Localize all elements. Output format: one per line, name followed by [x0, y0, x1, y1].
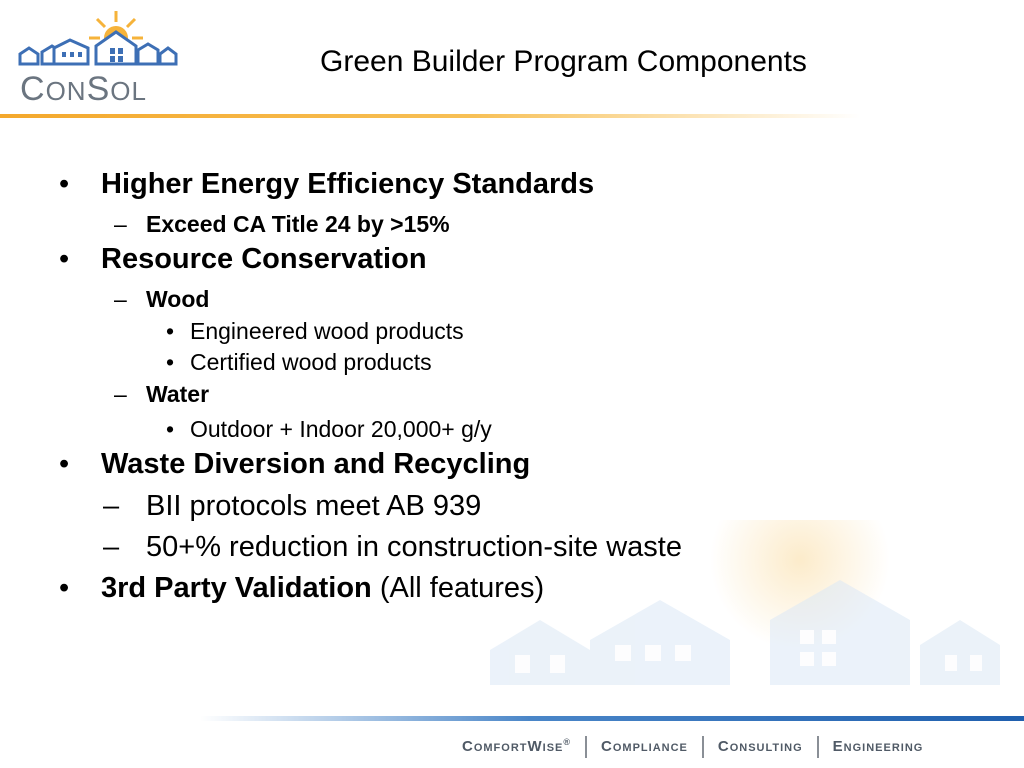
sub-bullet-text: 50+% reduction in construction-site waste [146, 531, 682, 563]
bullet-marker: • [59, 448, 70, 480]
sub-bullet-item [114, 381, 210, 408]
sub-bullet-text: Water [146, 381, 210, 407]
sub-bullet-item [114, 286, 210, 313]
sub-sub-bullet-item [166, 318, 464, 345]
bullet-suffix-text: (All features) [371, 572, 545, 604]
footer-separator [585, 736, 587, 758]
footer-item-engineering: Engineering [832, 737, 924, 755]
sub-bullet-text: Exceed CA Title 24 by >15% [146, 211, 450, 237]
footer-item-consulting: Consulting [717, 737, 803, 755]
sub-bullet-item [103, 490, 482, 523]
bullet-marker: • [166, 318, 175, 344]
sub-sub-bullet-text: Certified wood products [190, 349, 432, 375]
sub-bullet-item [103, 531, 682, 564]
footer-separator [702, 736, 704, 758]
sub-sub-bullet-item [166, 416, 492, 443]
brand-wordmark: CONSOL [20, 70, 147, 108]
footer-separator [817, 736, 819, 758]
consol-logo [18, 10, 183, 108]
trademark-mark: ® [563, 736, 572, 747]
sub-bullet-text: BII protocols meet AB 939 [146, 490, 482, 522]
sub-sub-bullet-item [166, 349, 432, 376]
dash-marker: – [114, 381, 127, 407]
dash-marker: – [103, 490, 120, 522]
slide-title: Green Builder Program Components [320, 45, 807, 78]
sub-bullet-text: Wood [146, 286, 210, 312]
bullet-item [59, 243, 427, 276]
bullet-text: Resource Conservation [101, 243, 427, 275]
footer-divider [200, 716, 1024, 721]
sub-bullet-item [114, 211, 450, 238]
dash-marker: – [114, 211, 127, 237]
bullet-marker: • [59, 168, 70, 200]
sub-sub-bullet-text: Engineered wood products [190, 318, 464, 344]
dash-marker: – [114, 286, 127, 312]
bullet-marker: • [166, 349, 175, 375]
bullet-marker: • [59, 243, 70, 275]
footer-item-comfortwise: ComfortWise® [462, 736, 572, 755]
bullet-text: Higher Energy Efficiency Standards [101, 168, 595, 200]
bullet-item [59, 168, 595, 201]
bullet-item [59, 448, 531, 481]
dash-marker: – [103, 531, 120, 563]
title-divider [0, 114, 860, 118]
bullet-marker: • [59, 572, 70, 604]
bullet-marker: • [166, 416, 175, 442]
sub-sub-bullet-text: Outdoor + Indoor 20,000+ g/y [190, 416, 492, 442]
bullet-text: 3rd Party Validation [101, 572, 372, 604]
footer-nav [462, 736, 923, 758]
footer-item-compliance: Compliance [601, 737, 688, 755]
bullet-text: Waste Diversion and Recycling [101, 448, 531, 480]
bullet-item [59, 572, 545, 605]
